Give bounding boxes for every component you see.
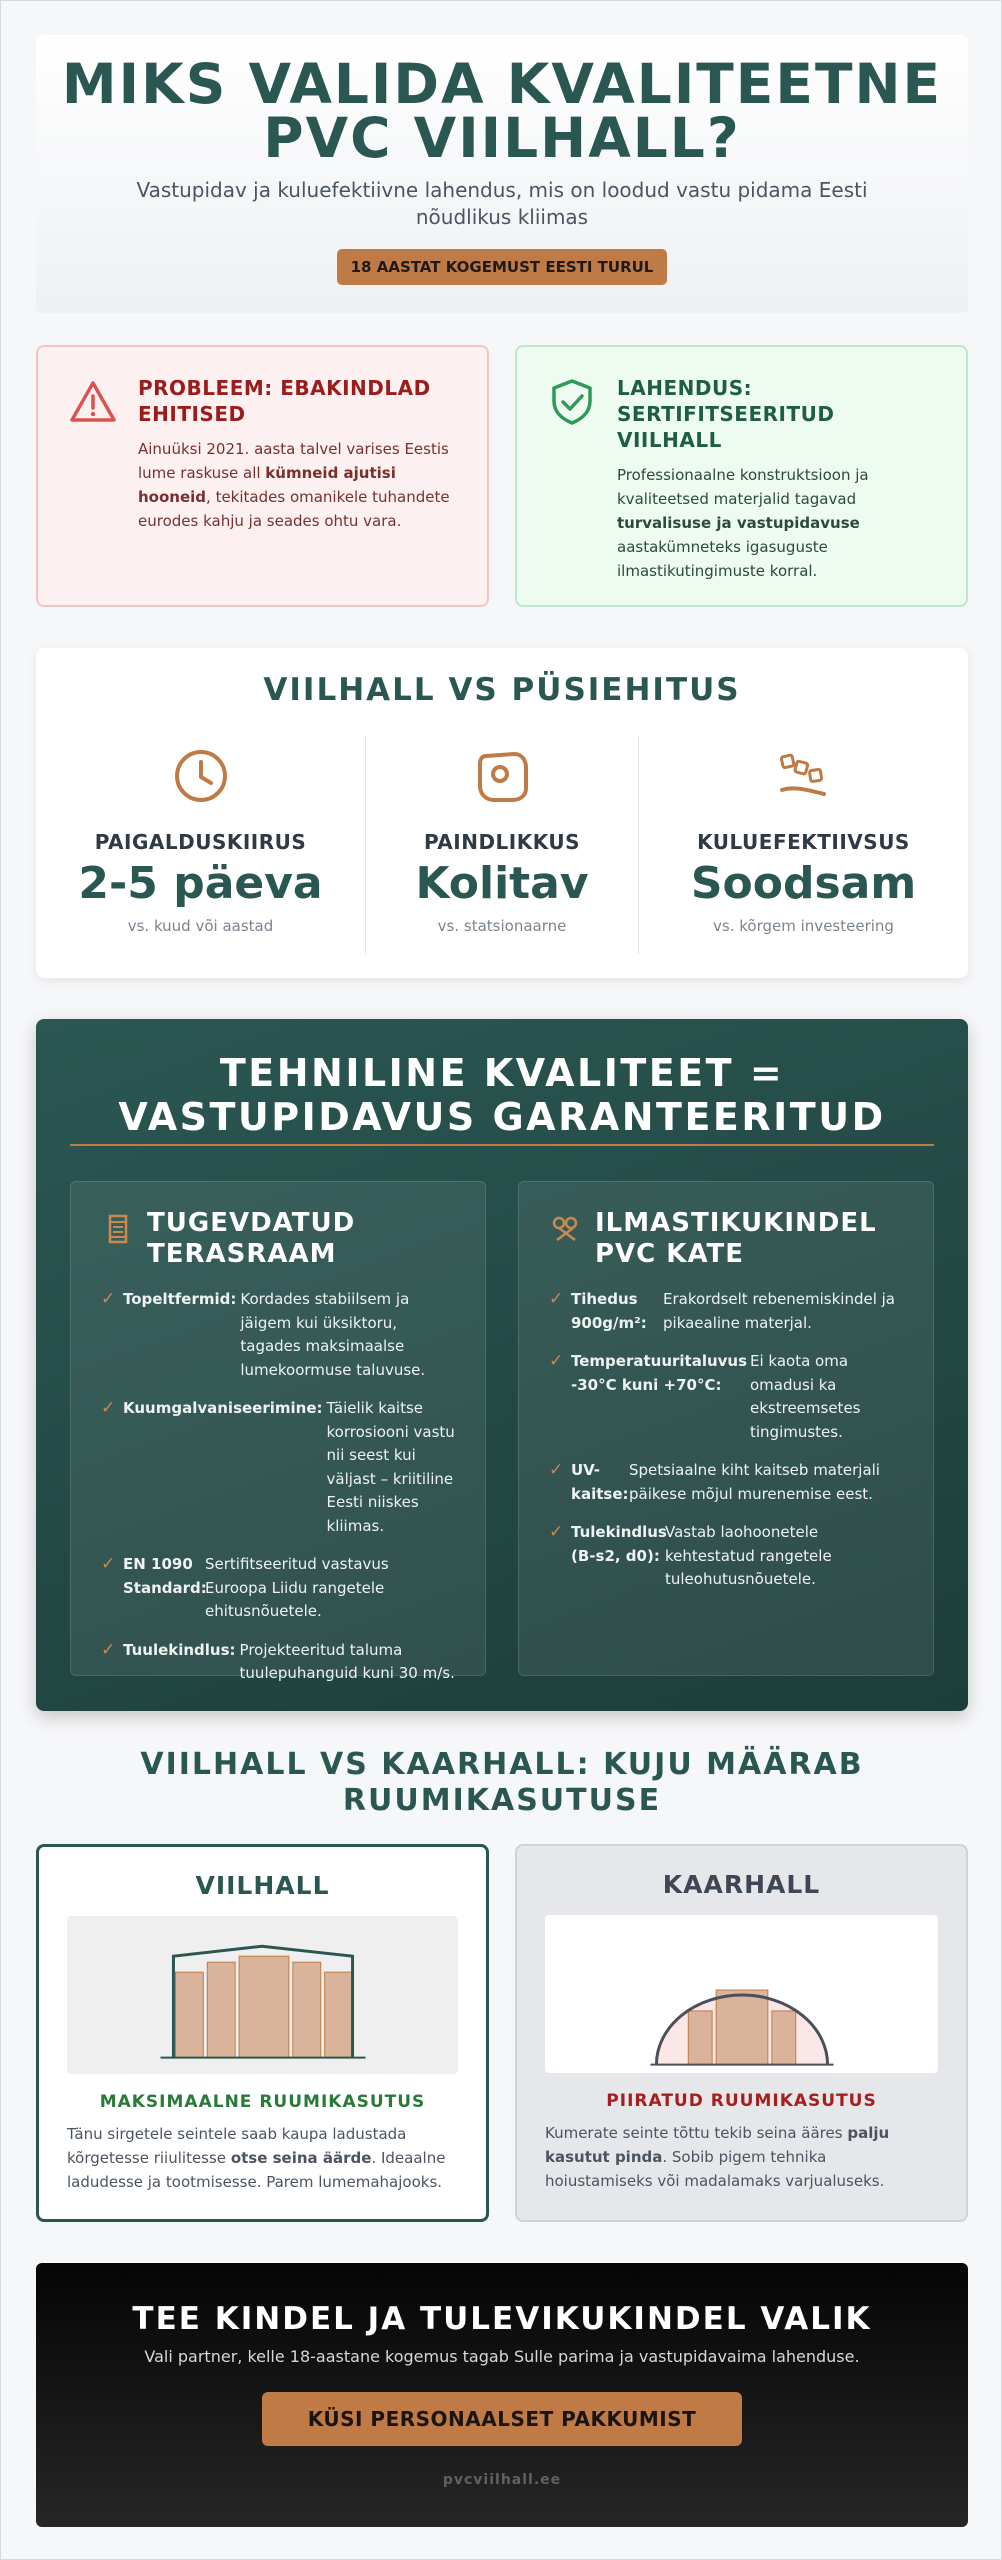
viilhall-illustration [67, 1916, 458, 2074]
accent-rule [70, 1144, 934, 1146]
check-icon: ✓ [549, 1460, 564, 1480]
viilhall-card [36, 1844, 489, 2222]
problem-card [36, 345, 489, 607]
feature-item: ✓ Tihedus 900g/m²: Erakordselt rebenemiskindel ja pikaealine materjal. [549, 1288, 903, 1335]
stat-cost-efficiency [639, 736, 968, 954]
feature-item: ✓ EN 1090 Standard: Sertifitseeritud vastavus Euroopa Liidu rangetele ehitusnõuetele. [101, 1553, 455, 1624]
check-icon: ✓ [549, 1289, 564, 1309]
kaarhall-card [515, 1844, 968, 2222]
check-icon: ✓ [101, 1398, 116, 1418]
kaarhall-illustration [545, 1915, 938, 2073]
check-icon: ✓ [101, 1554, 116, 1574]
flexibility-icon [472, 746, 532, 806]
cover-feature-box [518, 1181, 934, 1676]
shield-check-icon [547, 377, 597, 427]
site-name: pvcviilhall.ee [442, 2472, 562, 2488]
check-icon: ✓ [549, 1351, 564, 1371]
feature-item: ✓ Kuumgalvaniseerimine: Täielik kaitse korrosiooni vastu nii seest kui väljast – kriitiline Eesti niiskes kliimas. [101, 1397, 455, 1538]
stat-label: PAINDLIKKUS [423, 830, 581, 854]
solution-text: Professionaalne konstruktsioon ja kvaliteetsed materjalid tagavad turvalisuse ja vastupidavuse aastakümneteks igasuguste ilmastikutingimuste korral. [617, 466, 869, 580]
shape-comparison-title: VIILHALL VS KAARHALL: KUJU MÄÄRAB RUUMIKASUTUSE [140, 1747, 864, 1818]
hero-subtitle: Vastupidav ja kuluefektiivne lahendus, mis on loodud vastu pidama Eesti nõudlikus kliimas [136, 178, 868, 229]
kaarhall-text: Kumerate seinte tõttu tekib seina ääres palju kasutut pinda. Sobib pigem tehnika hoiustamiseks või madalamaks varjualuseks. [545, 2124, 890, 2190]
stat-value: Kolitav [415, 858, 589, 909]
warning-icon [68, 377, 118, 427]
check-icon: ✓ [549, 1522, 564, 1542]
stat-sub: vs. kõrgem investeering [713, 917, 894, 935]
frame-icon [101, 1212, 135, 1246]
feature-item: ✓ Topeltfermid: Kordades stabiilsem ja jäigem kui üksiktoru, tagades maksimaalse lumekoormuse taluvuse. [101, 1288, 455, 1382]
viilhall-subtitle: MAKSIMAALNE RUUMIKASUTUS [99, 2092, 426, 2112]
check-icon: ✓ [101, 1289, 116, 1309]
frame-feature-box [70, 1181, 486, 1682]
feature-item: ✓ Temperatuuritaluvus -30°C kuni +70°C: Ei kaota oma omadusi ka ekstreemsetes tingimustes. [549, 1350, 903, 1444]
feature-item: ✓ Tulekindlus (B-s2, d0): Vastab laohoonetele kehtestatud rangetele tuleohutusnõuetele. [549, 1521, 903, 1592]
check-icon: ✓ [101, 1639, 116, 1660]
feature-item: ✓ Tuulekindlus: Projekteeritud taluma tuulepuhanguid kuni 30 m/s. [101, 1639, 455, 1686]
coins-icon [774, 746, 834, 806]
stat-value: 2-5 päeva [78, 858, 323, 909]
technical-title: TEHNILINE KVALITEET = VASTUPIDAVUS GARANTEERITUD [118, 1051, 886, 1139]
problem-title: PROBLEEM: EBAKINDLAD EHITISED [138, 376, 431, 426]
stat-label: PAIGALDUSKIIRUS [94, 830, 307, 854]
stat-sub: vs. statsionaarne [437, 917, 567, 935]
stat-label: KULUEFEKTIIVSUS [697, 830, 910, 854]
hero-title: MIKS VALIDA KVALITEETNE PVC VIILHALL? [61, 52, 943, 170]
request-offer-button[interactable]: KÜSI PERSONAALSET PAKKUMIST [262, 2392, 742, 2446]
clock-icon [171, 746, 231, 806]
cover-title: ILMASTIKUKINDEL PVC KATE [595, 1208, 877, 1269]
cta-title: TEE KINDEL JA TULEVIKUKINDEL VALIK [132, 2301, 872, 2337]
problem-text: Ainuüksi 2021. aasta talvel varises Eestis lume raskuse all kümneid ajutisi hooneid, tekitades omanikele tuhandete eurodes kahju ja seades ohtu vara. [138, 440, 450, 530]
experience-badge: 18 AASTAT KOGEMUST EESTI TURUL [337, 249, 668, 285]
stat-install-speed [36, 736, 365, 954]
solution-card [515, 345, 968, 607]
kaarhall-title: KAARHALL [662, 1870, 821, 1899]
stat-flexibility [366, 736, 638, 954]
weather-icon [549, 1212, 583, 1246]
kaarhall-subtitle: PIIRATUD RUUMIKASUTUS [606, 2091, 877, 2111]
feature-item: ✓ UV-kaitse: Spetsiaalne kiht kaitseb materjali päikese mõjul murenemise eest. [549, 1459, 903, 1506]
solution-title: LAHENDUS: SERTIFITSEERITUD VIILHALL [617, 376, 835, 452]
viilhall-text: Tänu sirgetele seintele saab kaupa ladustada kõrgetesse riiulitesse otse seina äärde. Ideaalne ladudesse ja tootmisesse. Parem lumemahajooks. [67, 2125, 446, 2191]
comparison-section [36, 648, 968, 978]
stat-sub: vs. kuud või aastad [127, 917, 274, 935]
frame-title: TUGEVDATUD TERASRAAM [147, 1208, 356, 1269]
hero-section [36, 35, 968, 313]
viilhall-title: VIILHALL [195, 1871, 330, 1900]
technical-quality-section [36, 1019, 968, 1711]
cta-section [36, 2263, 968, 2527]
stat-value: Soodsam [690, 858, 917, 909]
comparison-title: VIILHALL VS PÜSIEHITUS [263, 672, 741, 708]
cta-text: Vali partner, kelle 18-aastane kogemus tagab Sulle parima ja vastupidavaima lahenduse. [144, 2347, 860, 2366]
